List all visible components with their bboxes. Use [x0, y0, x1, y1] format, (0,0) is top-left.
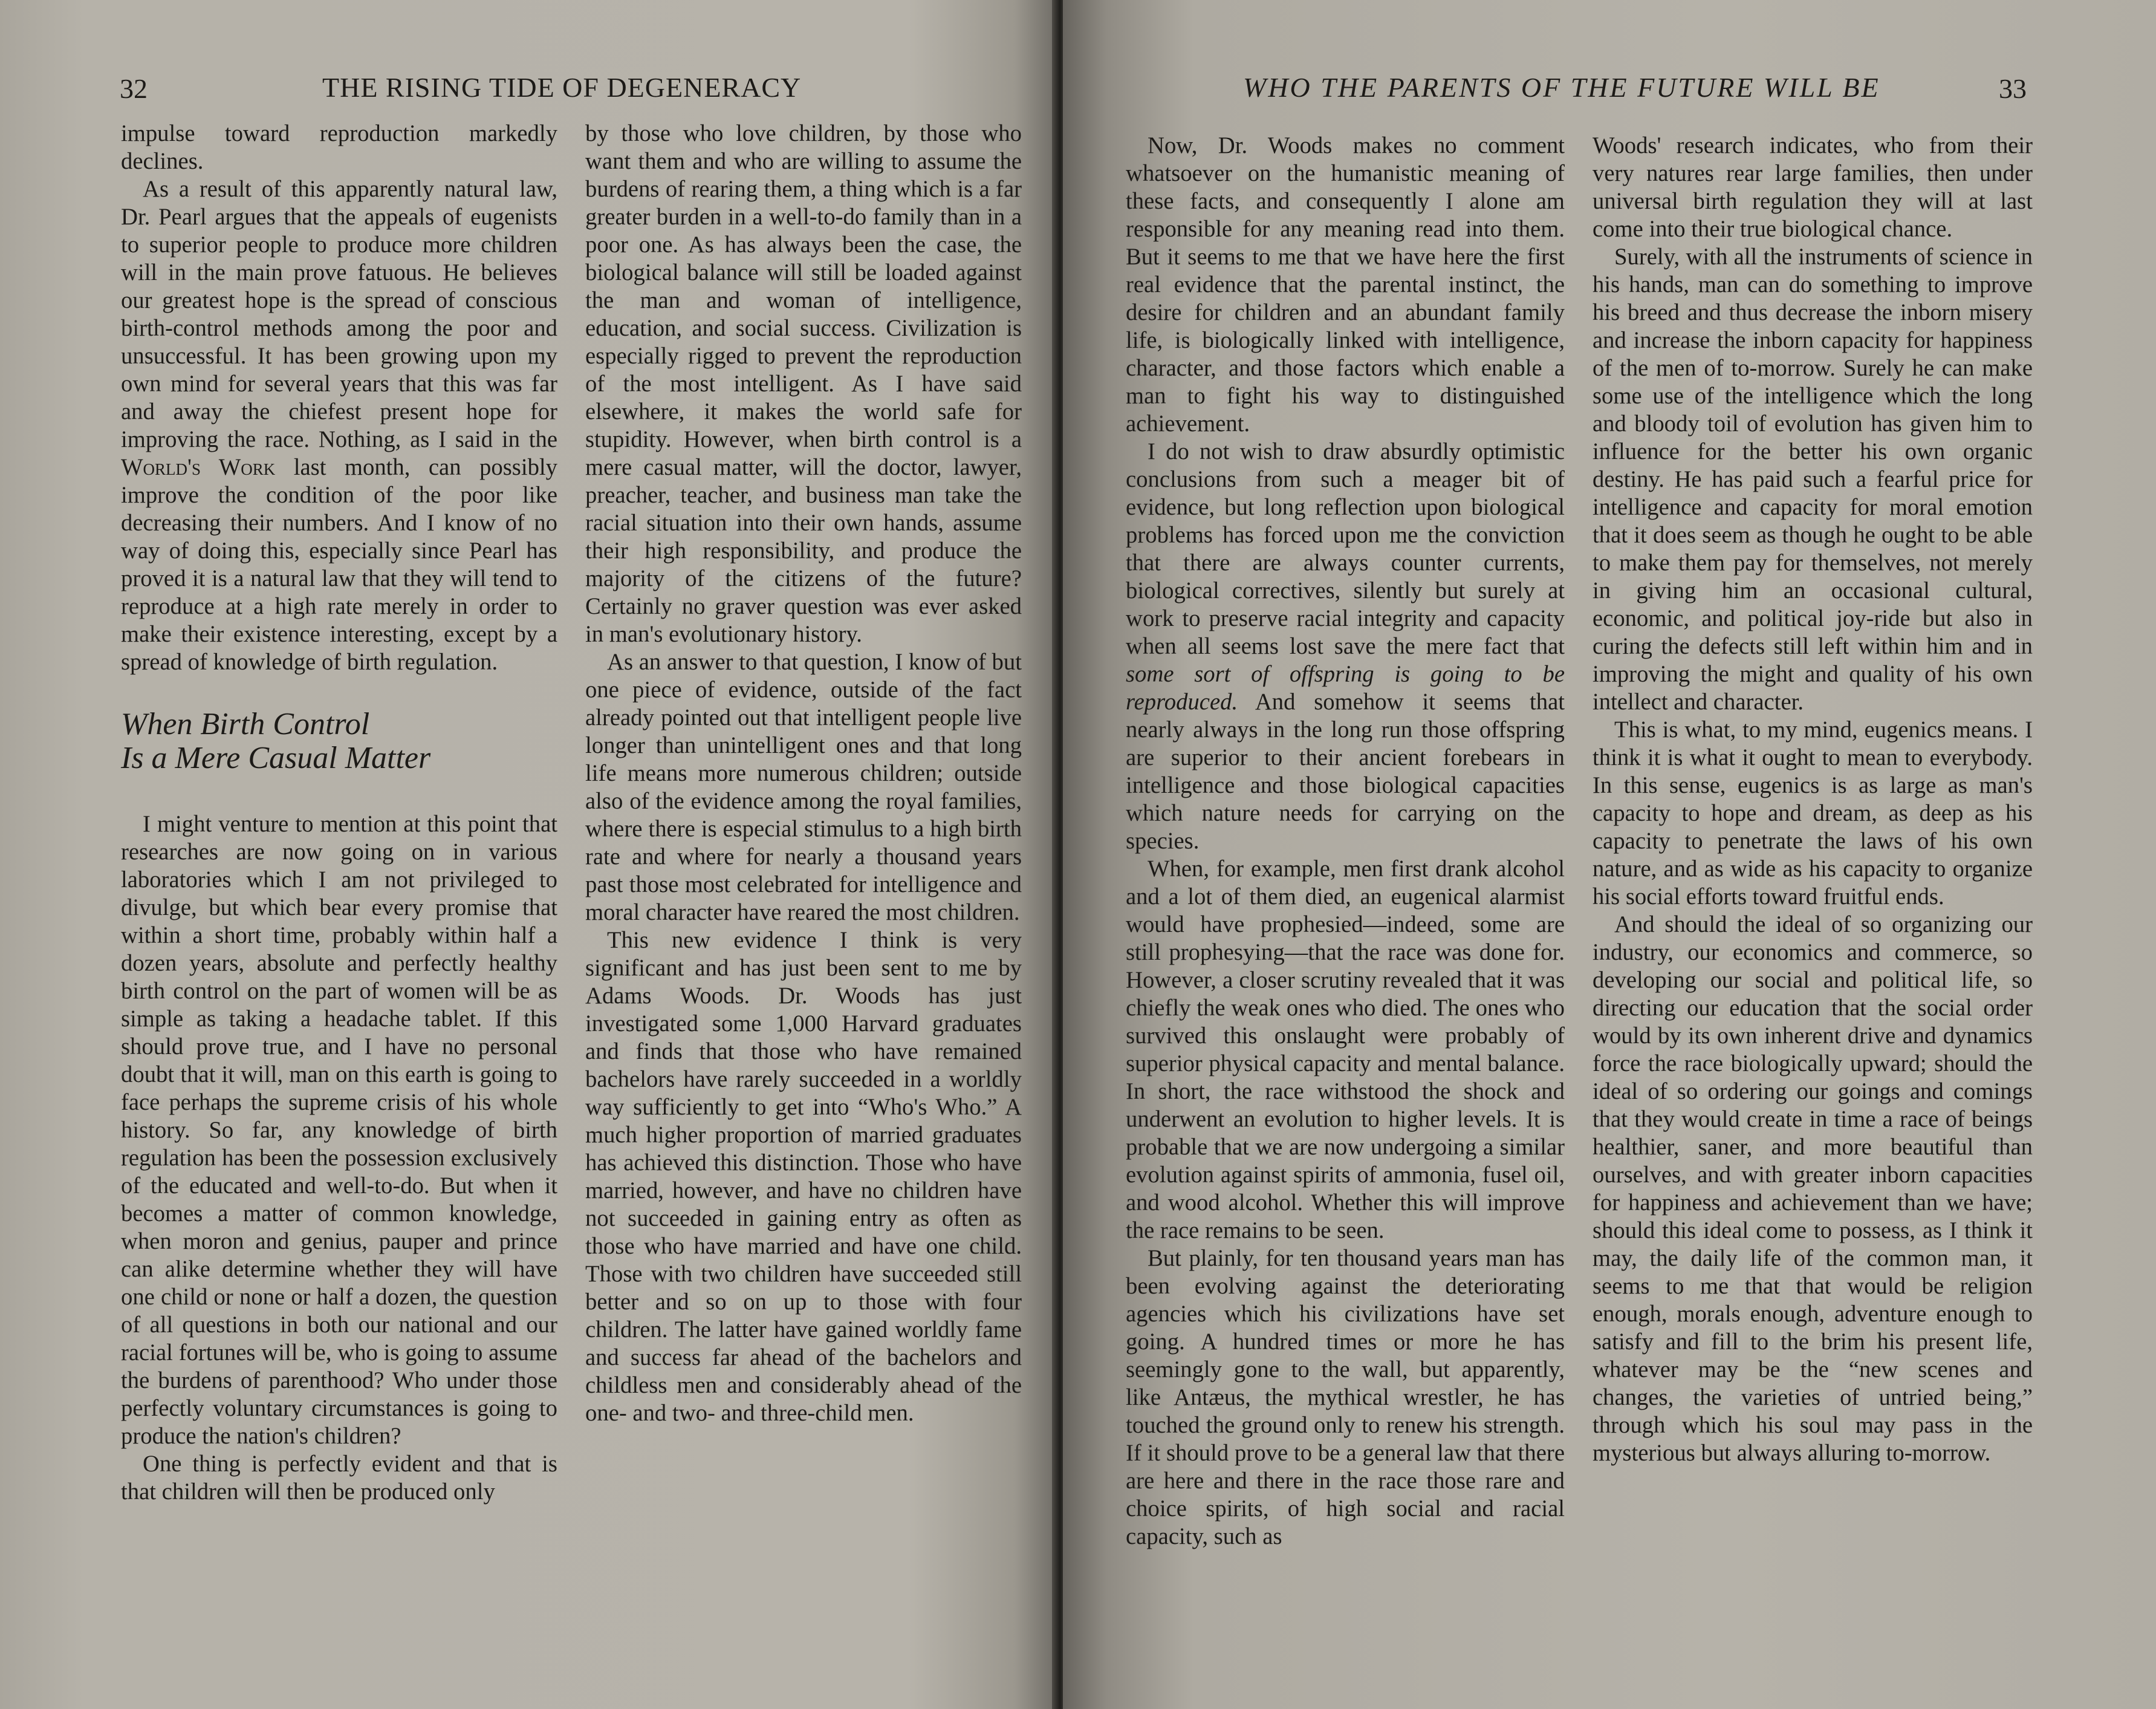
right-column-1 — [1126, 132, 1565, 1551]
left-page — [0, 0, 1057, 1709]
paragraph: This new evidence I think is very significant and has just been sent to me by Adams Woods. Dr. Woods has just investigated some 1,000 Harvard graduates and finds that those who have remained bachelors have rarely succeeded in a worldly way sufficiently to get into “Who's Who.” A much higher proportion of married graduates has achieved this distinction. Those who have married, however, and have no children have not succeeded in gaining entry as often as those who have married and have one child. Those with two children have succeeded still better and so on up to those with four children. The latter have gained worldly fame and success far ahead of the bachelors and childless men and considerably ahead of the one- and two- and three-child men. — [585, 928, 1022, 1426]
paragraph: As an answer to that question, I know of but one piece of evidence, outside of the fact already pointed out that intelligent people live longer than unintelligent ones and that long life means more numerous children; outside also of the evidence among the royal families, where there is especial stimulus to a high birth rate and where for nearly a thousand years past those most celebrated for intelligence and moral character have reared the most children. — [585, 649, 1022, 925]
page-number: 33 — [1999, 73, 2027, 104]
left-column-1 — [121, 120, 557, 1506]
running-head: THE RISING TIDE OF DEGENERACY — [322, 72, 802, 103]
paragraph: impulse toward reproduction markedly declines. — [121, 121, 557, 174]
paragraph: When, for example, men first drank alcohol and a lot of them died, an eugenical alarmist would have prophesied—indeed, some are still prophesying—that the race was done for. However, a closer scrutiny revealed that it was chiefly the weak ones who died. The ones who survived this onslaught were probably of superior physical capacity and mental balance. In short, the race withstood the shock and underwent an evolution to higher levels. It is probable that we are now undergoing a similar evolution against spirits of ammonia, fusel oil, and wood alcohol. Whether this will improve the race remains to be seen. — [1126, 856, 1565, 1243]
paragraph: Now, Dr. Woods makes no comment whatsoever on the humanistic meaning of these facts, and consequently I alone am responsible for any meaning read into them. But it seems to me that we have here the first real evidence that the parental instinct, the desire for children and an abundant family life, is biologically linked with intelligence, character, and those factors which enable a man to fight his way to distinguished achievement. — [1126, 133, 1565, 437]
paragraph: But plainly, for ten thousand years man has been evolving against the deteriorating agencies which his civilizations have set going. A hundred times or more he has seemingly gone to the wall, but apparently, like Antæus, the mythical wrestler, he has touched the ground only to renew his strength. If it should prove to be a general law that there are here and there in the race those rare and choice spirits, of high social and racial capacity, such as — [1126, 1246, 1565, 1549]
paragraph: I might venture to mention at this point that researches are now going on in various laboratories which I am not privileged to divulge, but which bear every promise that within a short time, probably within half a dozen years, absolute and perfectly healthy birth control on the part of women will be as simple as taking a headache tablet. If this should prove true, and I have no personal doubt that it will, man on this earth is going to face perhaps the supreme crisis of his whole history. So far, any knowledge of birth regulation has been the possession exclusively of the educated and well-to-do. But when it becomes a matter of common knowledge, when moron and genius, pauper and prince can alike determine whether they will have one child or none or half a dozen, the question of all questions in both our national and our racial fortunes will be, who is going to assume the burdens of parenthood? Who under those perfectly voluntary circumstances is going to produce the nation's children? — [121, 812, 557, 1449]
paragraph: by those who love children, by those who want them and who are willing to assume the burdens of rearing them, a thing which is a far greater burden in a well-to-do family than in a poor one. As has always been the case, the biological balance will still be loaded against the man and woman of intelligence, education, and social success. Civilization is especially rigged to prevent the reproduction of the most intelligent. As I have said elsewhere, it makes the world safe for stupidity. However, when birth control is a mere casual matter, will the doctor, lawyer, preacher, teacher, and business man take the racial situation into their own hands, assume their high responsibility, and produce the majority of the citizens of the future? Certainly no graver question was ever asked in man's evolutionary history. — [585, 121, 1022, 647]
running-head: WHO THE PARENTS OF THE FUTURE WILL BE — [1243, 72, 1880, 103]
paragraph: Woods' research indicates, who from their very natures rear large families, then under universal birth regulation they will at last come into their true biological chance. — [1593, 133, 2033, 242]
right-page — [1063, 0, 2156, 1709]
left-column-2 — [585, 120, 1022, 1427]
magazine-title: World's Work — [121, 455, 276, 480]
emphasis: some sort of offspring is going to be reproduced. — [1126, 662, 1565, 715]
paragraph: One thing is perfectly evident and that is that children will then be produced only — [121, 1451, 557, 1505]
section-subhead: When Birth Control Is a Mere Casual Matter — [121, 707, 431, 775]
page-number: 32 — [120, 73, 148, 104]
paragraph: This is what, to my mind, eugenics means. I think it is what it ought to mean to everybody. In this sense, eugenics is as large as man's capacity to hope and dream, as deep as his capacity to penetrate the laws of his own nature, and as wide as his capacity to organize his social efforts toward fruitful ends. — [1593, 717, 2033, 910]
right-column-2 — [1593, 132, 2033, 1467]
paragraph: As a result of this apparently natural law, Dr. Pearl argues that the appeals of eugenists to superior people to produce more children will in the main prove fatuous. He believes our greatest hope is the spread of conscious birth-control methods among the poor and unsuccessful. It has been growing upon my own mind for several years that this was far and away the chiefest present hope for improving the race. Nothing, as I said in the World's Work last month, can possibly improve the condition of the poor like decreasing their numbers. And I know of no way of doing this, especially since Pearl has proved it is a natural law that they will tend to reproduce at a high rate merely in order to make their existence interesting, except by a spread of knowledge of birth regulation. — [121, 177, 558, 675]
paragraph: I do not wish to draw absurdly optimistic conclusions from such a meager bit of evidence, but long reflection upon biological problems has forced upon me the conviction that there are always counter currents, biological correctives, silently but surely at work to preserve racial integrity and capacity when all seems lost save the mere fact that some sort of offspring is going to be reproduced. And somehow it seems that nearly always in the long run those offspring are superior to their ancient forebears in intelligence and those biological capacities which nature needs for carrying on the species. — [1126, 439, 1565, 854]
paragraph: And should the ideal of so organizing our industry, our economics and commerce, so developing our social and political life, so directing our education that the social order would by its own inherent drive and dynamics force the race biologically upward; should the ideal of so ordering our goings and comings that they would create in time a race of beings healthier, saner, and more beautiful than ourselves, and with greater inborn capacities for happiness and achievement than we have; should this ideal come to possess, as I think it may, the daily life of the common man, it seems to me that that would be religion enough, morals enough, adventure enough to satisfy and fill to the brim his present life, whatever may be the “new scenes and changes, the varieties of untried being,” through which his soul may pass in the mysterious but always alluring to-morrow. — [1593, 912, 2033, 1466]
paragraph: Surely, with all the instruments of science in his hands, man can do something to improve his breed and thus decrease the inborn misery and increase the inborn capacity for happiness of the men of to-morrow. Surely he can make some use of the intelligence which the long and bloody toil of evolution has given him to influence for the better his own organic destiny. He has paid such a fearful price for intelligence and capacity for moral emotion that it does seem as though he ought to be able to make them pay for themselves, not merely in giving him an occasional cultural, economic, and political joy-ride but also in curing the defects still left within him and in improving the might and quality of his own intellect and character. — [1593, 244, 2033, 715]
